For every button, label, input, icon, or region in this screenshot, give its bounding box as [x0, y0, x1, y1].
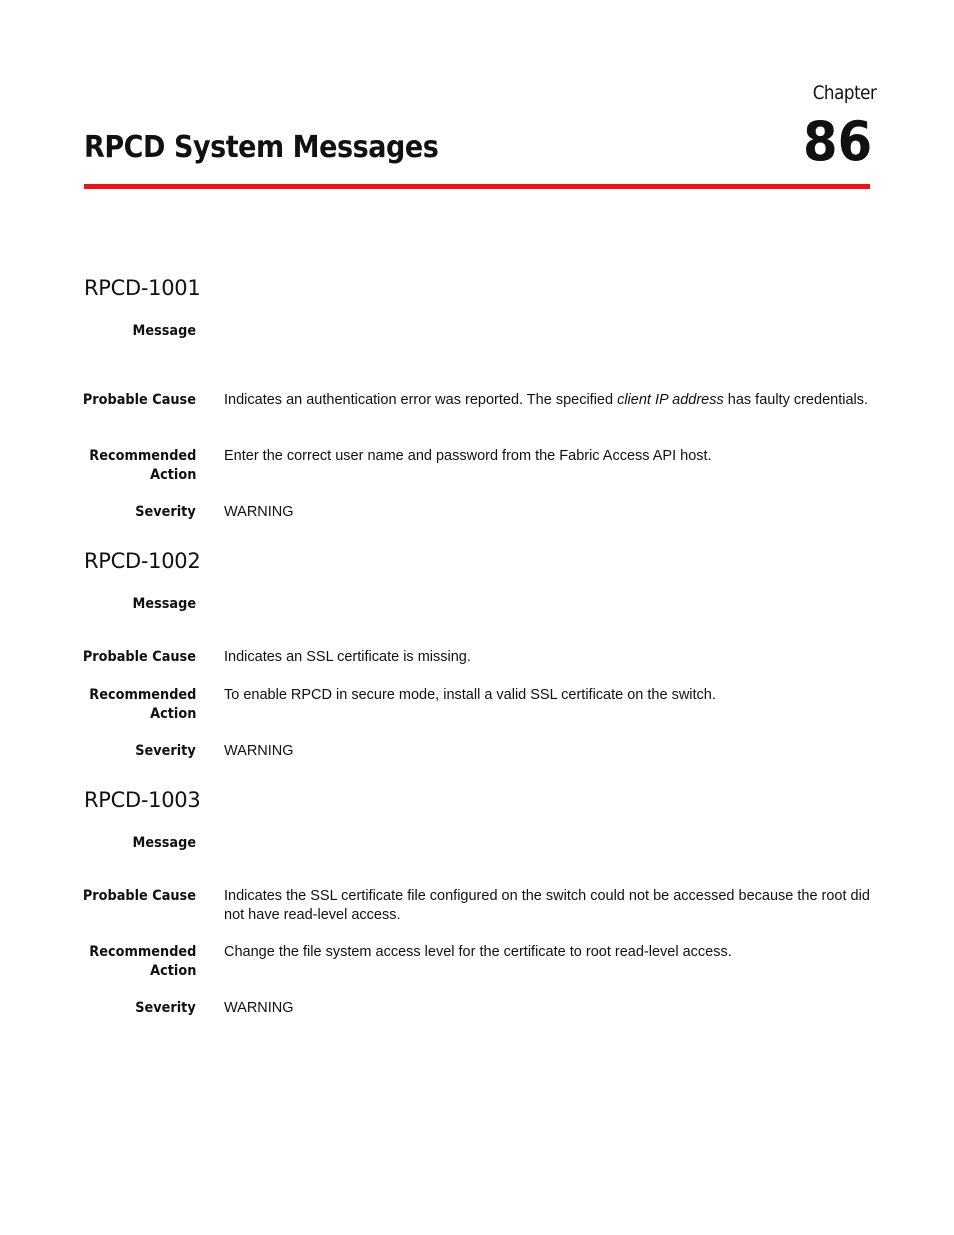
- chapter-label: Chapter: [812, 82, 876, 104]
- message-label: Message: [132, 323, 196, 339]
- recommended-action-value: Change the file system access level for the certificate to root read-level access.: [224, 944, 732, 960]
- section-title: RPCD-1002: [84, 549, 201, 573]
- recommended-action-value: Enter the correct user name and password from the Fabric Access API host.: [224, 448, 712, 464]
- severity-label: Severity: [135, 504, 196, 520]
- message-label: Message: [132, 596, 196, 612]
- chapter-number: 86: [802, 110, 872, 173]
- severity-label: Severity: [135, 1000, 196, 1016]
- probable-cause-text: Indicates an authentication error was reported. The specified: [224, 392, 618, 408]
- chapter-title: RPCD System Messages: [84, 130, 439, 165]
- severity-value: WARNING: [224, 743, 294, 759]
- recommended-action-value: To enable RPCD in secure mode, install a valid SSL certificate on the switch.: [224, 687, 716, 703]
- section-title: RPCD-1001: [84, 276, 201, 300]
- severity-value: WARNING: [224, 504, 294, 520]
- probable-cause-text-end: has faulty credentials.: [723, 392, 869, 408]
- probable-cause-value: Indicates an SSL certificate is missing.: [224, 649, 471, 665]
- severity-value: WARNING: [224, 1000, 294, 1016]
- probable-cause-value: Indicates the SSL certificate file configured on the switch could not be accessed because the root did not have read-level access.: [224, 888, 870, 923]
- recommended-action-label: Recommended Action: [88, 687, 196, 722]
- chapter-title-rule: [84, 184, 870, 189]
- recommended-action-label: Recommended Action: [88, 448, 196, 483]
- recommended-action-label: Recommended Action: [88, 944, 196, 979]
- probable-cause-emphasis: client IP address: [617, 392, 724, 408]
- section-title: RPCD-1003: [84, 788, 201, 812]
- probable-cause-label: Probable Cause: [82, 888, 196, 904]
- message-label: Message: [132, 835, 196, 851]
- severity-label: Severity: [135, 743, 196, 759]
- probable-cause-label: Probable Cause: [82, 392, 196, 408]
- probable-cause-label: Probable Cause: [82, 649, 196, 665]
- probable-cause-value: [224, 391, 870, 410]
